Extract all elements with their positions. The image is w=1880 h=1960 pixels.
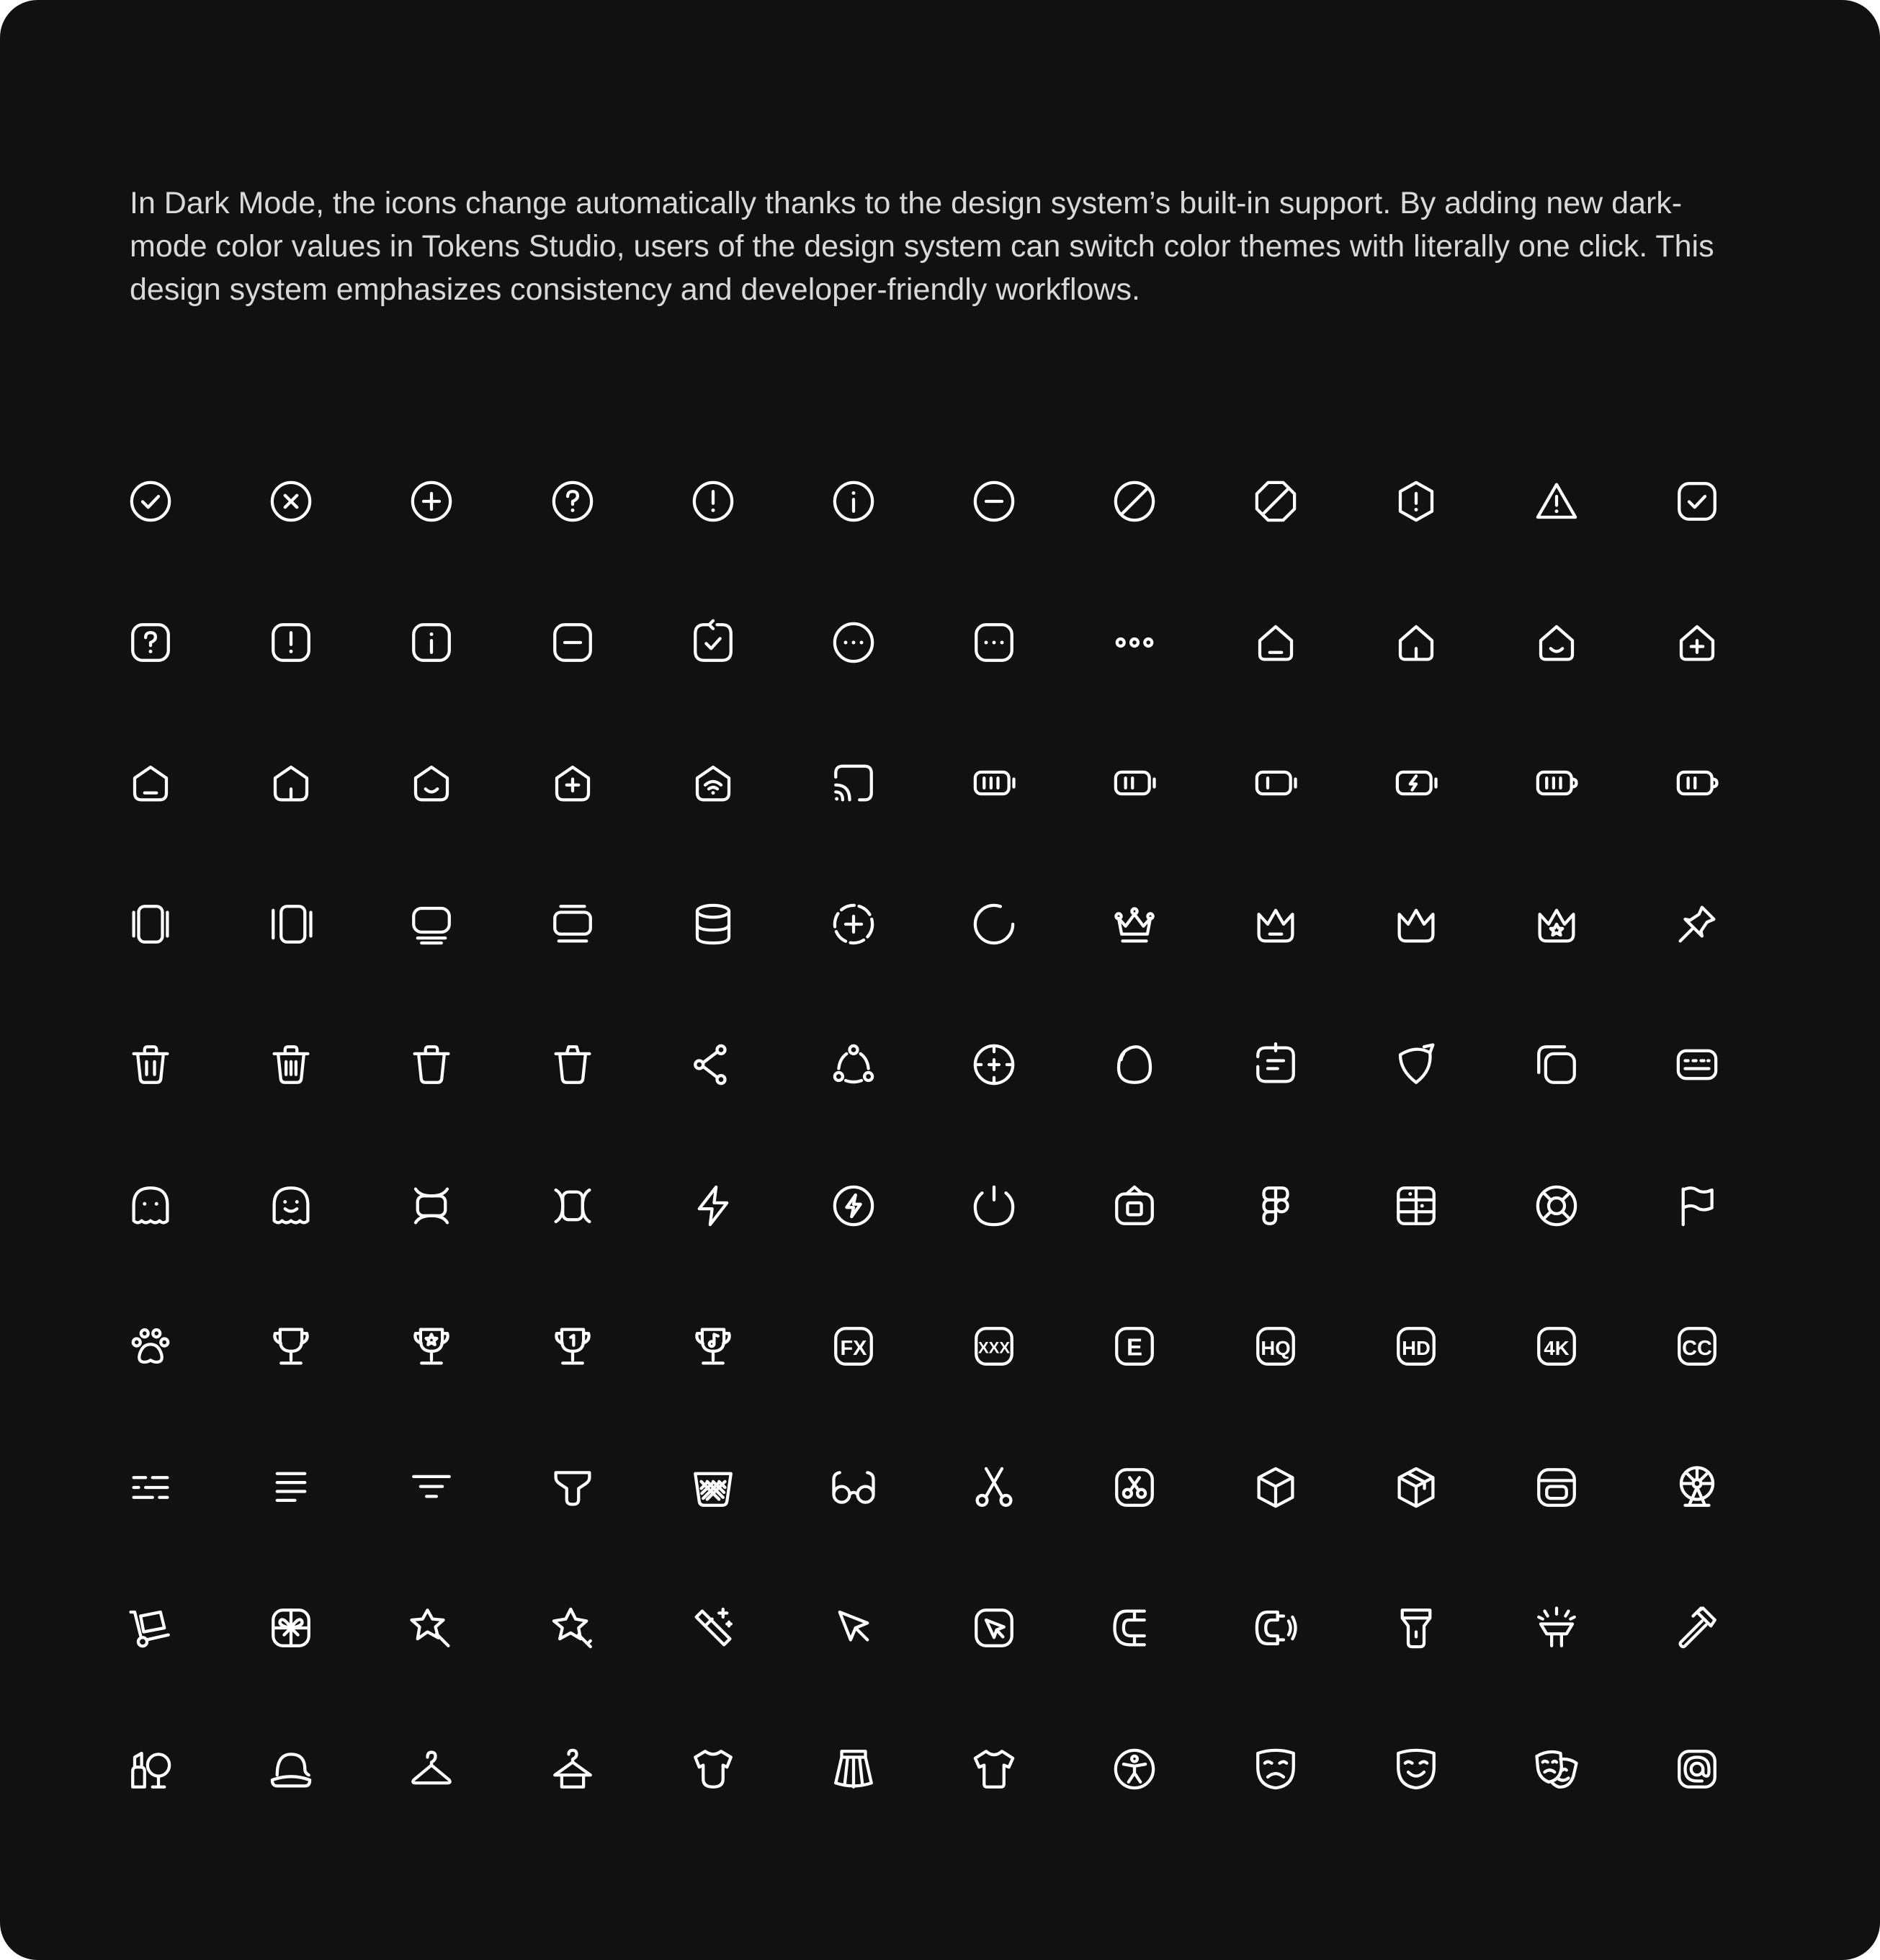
cast-icon	[830, 759, 877, 807]
circle-question-icon	[549, 478, 596, 525]
hd-icon	[1392, 1323, 1440, 1370]
mask-sad-icon	[1252, 1745, 1299, 1793]
shield-leaf-icon	[1392, 1041, 1440, 1088]
package-icon	[1392, 1464, 1440, 1511]
home-smile-alt-icon	[408, 759, 455, 807]
trophy-star-icon	[408, 1323, 455, 1370]
lipstick-mirror-icon	[127, 1745, 174, 1793]
filter-lines-icon	[127, 1464, 174, 1511]
trash-lines-alt-icon	[267, 1041, 315, 1088]
home-door-alt-icon	[267, 759, 315, 807]
flag-icon	[1673, 1182, 1721, 1230]
square-exclamation-icon	[267, 619, 315, 666]
circle-slash-icon	[1111, 478, 1158, 525]
crown-star-icon	[1533, 900, 1580, 948]
crown-line-icon	[1252, 900, 1299, 948]
figma-icon	[1252, 1182, 1299, 1230]
battery-charging-icon	[1392, 759, 1440, 807]
mask-happy-icon	[1392, 1745, 1440, 1793]
cc-icon	[1673, 1323, 1721, 1370]
flashlight-icon	[1392, 1604, 1440, 1652]
square-scissors-icon	[1111, 1464, 1158, 1511]
carousel-vertical-icon	[267, 900, 315, 948]
square-cursor-icon	[970, 1604, 1018, 1652]
square-question-icon	[127, 619, 174, 666]
paw-icon	[127, 1323, 174, 1370]
dolly-icon	[127, 1604, 174, 1652]
lightning-icon	[689, 1182, 737, 1230]
magnet-signal-icon	[1252, 1604, 1299, 1652]
align-lines-icon	[267, 1464, 315, 1511]
home-line-alt-icon	[127, 759, 174, 807]
square-refresh-check-icon	[689, 619, 737, 666]
battery-medium-icon	[1111, 759, 1158, 807]
accessibility-icon	[1111, 1745, 1158, 1793]
scissors-icon	[970, 1464, 1018, 1511]
description-text: In Dark Mode, the icons change automatically thanks to the design system’s built-in support. By adding new dark-mode color values in Tokens Studio, users of the design system can switch color themes with literally one click. This design system emphasizes consistency and developer-friendly workflows.	[130, 186, 1714, 307]
photo-frame-icon	[1111, 1182, 1158, 1230]
gift-icon	[267, 1604, 315, 1652]
ghost-icon	[127, 1182, 174, 1230]
trash-lines-icon	[127, 1041, 174, 1088]
trophy-number-icon	[549, 1323, 596, 1370]
circle-plus-icon	[408, 478, 455, 525]
hat-icon	[267, 1745, 315, 1793]
battery-full-round-icon	[1533, 759, 1580, 807]
hexagon-exclamation-icon	[1392, 478, 1440, 525]
4k-icon	[1533, 1323, 1580, 1370]
hammer-icon	[1673, 1604, 1721, 1652]
lamp-icon	[1533, 1604, 1580, 1652]
home-plus-icon	[1673, 619, 1721, 666]
basket-icon	[689, 1464, 737, 1511]
battery-medium-round-icon	[1673, 759, 1721, 807]
hq-icon	[1252, 1323, 1299, 1370]
star-wand-icon	[408, 1604, 455, 1652]
square-minus-icon	[549, 619, 596, 666]
home-smile-icon	[1533, 619, 1580, 666]
carousel-icon	[127, 900, 174, 948]
crown-icon	[1392, 900, 1440, 948]
star-wand-alt-icon	[549, 1604, 596, 1652]
hanger-icon	[408, 1745, 455, 1793]
recycle-icon	[830, 1041, 877, 1088]
database-icon	[689, 900, 737, 948]
battery-low-icon	[1252, 759, 1299, 807]
square-info-icon	[408, 619, 455, 666]
magic-wand-icon	[689, 1604, 737, 1652]
skirt-icon	[830, 1745, 877, 1793]
letter-e-icon	[1111, 1323, 1158, 1370]
columns-icon	[408, 1182, 455, 1230]
ghost-smile-icon	[267, 1182, 315, 1230]
svg-text:E: E	[1127, 1333, 1143, 1361]
share-nodes-icon	[689, 1041, 737, 1088]
glasses-icon	[830, 1464, 877, 1511]
trophy-icon	[267, 1323, 315, 1370]
cabinet-icon	[1392, 1182, 1440, 1230]
circle-x-icon	[267, 478, 315, 525]
lifebuoy-icon	[1533, 1182, 1580, 1230]
circle-lightning-icon	[830, 1182, 877, 1230]
ferris-wheel-icon	[1673, 1464, 1721, 1511]
svg-text:FX: FX	[840, 1336, 867, 1360]
circle-info-icon	[830, 478, 877, 525]
svg-text:4K: 4K	[1544, 1336, 1570, 1359]
home-line-icon	[1252, 619, 1299, 666]
trash-icon	[408, 1041, 455, 1088]
trophy-music-icon	[689, 1323, 737, 1370]
crown-gem-icon	[1111, 900, 1158, 948]
filter-bars-icon	[408, 1464, 455, 1511]
circle-dashed-plus-icon	[830, 900, 877, 948]
square-check-icon	[1673, 478, 1721, 525]
svg-text:HD: HD	[1401, 1336, 1431, 1359]
triangle-exclamation-icon	[1533, 478, 1580, 525]
xxx-icon	[970, 1323, 1018, 1370]
battery-full-icon	[970, 759, 1018, 807]
ellipsis-icon	[1111, 619, 1158, 666]
cursor-icon	[830, 1604, 877, 1652]
hanger-shirt-icon	[549, 1745, 596, 1793]
cube-icon	[1252, 1464, 1299, 1511]
onesie-icon	[689, 1745, 737, 1793]
egg-icon	[1111, 1041, 1158, 1088]
magnet-icon	[1111, 1604, 1158, 1652]
square-ellipsis-icon	[970, 619, 1018, 666]
tshirt-icon	[970, 1745, 1018, 1793]
circle-minus-icon	[970, 478, 1018, 525]
theater-masks-icon	[1533, 1745, 1580, 1793]
home-plus-alt-icon	[549, 759, 596, 807]
funnel-icon	[549, 1464, 596, 1511]
trash-alt-icon	[549, 1041, 596, 1088]
circle-check-icon	[127, 478, 174, 525]
loader-circle-icon	[970, 900, 1018, 948]
power-icon	[970, 1182, 1018, 1230]
stack-icon	[408, 900, 455, 948]
crosshair-plus-icon	[970, 1041, 1018, 1088]
layers-icon	[549, 900, 596, 948]
svg-text:XXX: XXX	[978, 1338, 1011, 1357]
octagon-slash-icon	[1252, 478, 1299, 525]
circle-exclamation-icon	[689, 478, 737, 525]
svg-text:HQ: HQ	[1260, 1336, 1291, 1359]
fx-icon	[830, 1323, 877, 1370]
home-wifi-icon	[689, 759, 737, 807]
pin-icon	[1673, 900, 1721, 948]
home-door-icon	[1392, 619, 1440, 666]
svg-text:CC: CC	[1682, 1336, 1713, 1360]
square-at-icon	[1673, 1745, 1721, 1793]
circle-ellipsis-icon	[830, 619, 877, 666]
keyboard-icon	[1673, 1041, 1721, 1088]
window-icon	[1533, 1464, 1580, 1511]
columns-horizontal-icon	[549, 1182, 596, 1230]
copy-icon	[1533, 1041, 1580, 1088]
square-text-icon	[1252, 1041, 1299, 1088]
